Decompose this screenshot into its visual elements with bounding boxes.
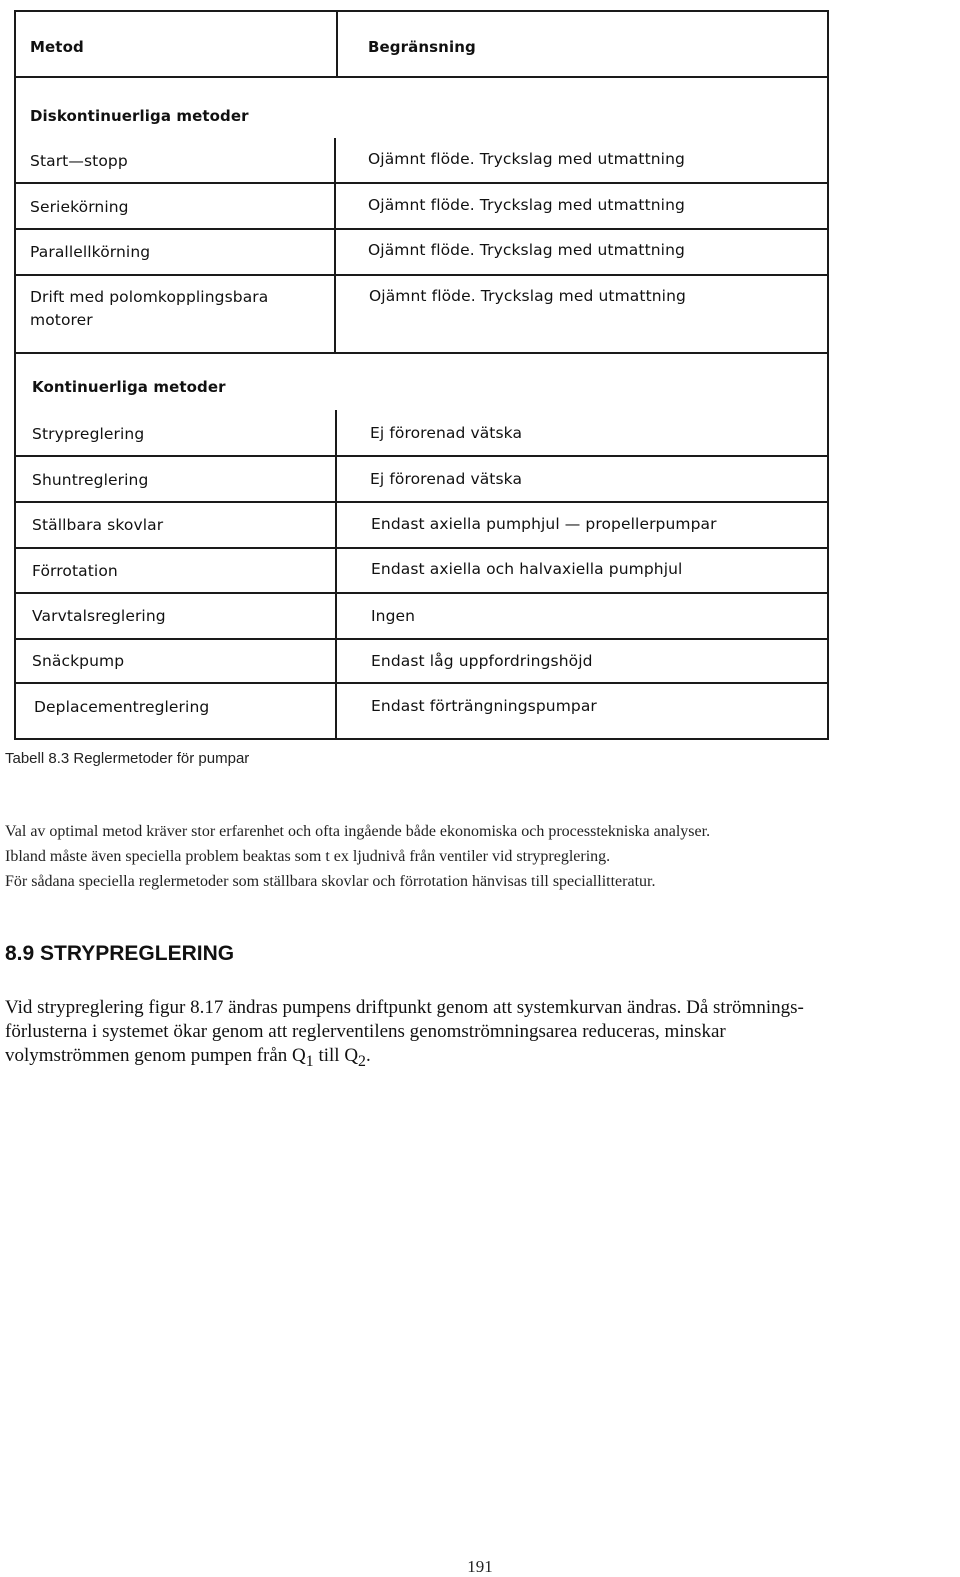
column-divider: [336, 10, 338, 78]
table-caption: Tabell 8.3 Reglermetoder för pumpar: [5, 750, 250, 767]
table-cell-method: Snäckpump: [32, 652, 125, 670]
table-cell-method: Varvtalsreglering: [32, 607, 166, 625]
table-cell-limitation: Ojämnt flöde. Tryckslag med utmattning: [368, 241, 685, 259]
table-cell-method: Förrotation: [32, 562, 118, 580]
row-rule: [14, 547, 829, 549]
section-title-discontinuous: Diskontinuerliga metoder: [30, 107, 249, 125]
table-cell-method: Seriekörning: [30, 198, 129, 216]
table-cell-limitation: Endast låg uppfordringshöjd: [371, 652, 593, 670]
row-rule: [14, 274, 829, 276]
table-cell-method: Deplacementreglering: [34, 698, 210, 716]
table-cell-method: Ställbara skovlar: [32, 516, 164, 534]
body-paragraph: [5, 819, 955, 894]
table-cell-limitation: Ej förorenad vätska: [370, 470, 523, 488]
subscript: 2: [358, 1052, 366, 1070]
paragraph-line: förlusterna i systemet ökar genom att reglerventilens genomströmningsarea reduceras, minskar: [5, 1021, 726, 1042]
page-number: 191: [467, 1557, 493, 1576]
row-rule: [14, 682, 829, 684]
paragraph-line: För sådana speciella reglermetoder som ställbara skovlar och förrotation hänvisas till speciallitteratur.: [5, 873, 656, 890]
table-cell-method: Shuntreglering: [32, 471, 149, 489]
column-header-limitation: Begränsning: [368, 38, 476, 56]
header-rule: [14, 76, 829, 78]
column-divider: [335, 410, 337, 740]
paragraph-text: .: [365, 1045, 371, 1066]
table-cell-limitation: Endast axiella pumphjul — propellerpumpar: [371, 515, 717, 533]
paragraph-line: Vid strypreglering figur 8.17 ändras pumpens driftpunkt genom att systemkurvan ändras. Då strömnings-: [5, 997, 804, 1018]
table-cell-method: Drift med polomkopplingsbara motorer: [30, 288, 269, 329]
table-cell-method: Start—stopp: [30, 152, 128, 170]
paragraph-line: Ibland måste även speciella problem beaktas som t ex ljudnivå från ventiler vid strypreglering.: [5, 848, 611, 865]
section-heading: 8.9 STRYPREGLERING: [5, 942, 235, 965]
table-border-left: [14, 10, 16, 740]
table-cell-limitation: Ojämnt flöde. Tryckslag med utmattning: [368, 150, 685, 168]
body-paragraph: [5, 996, 960, 1074]
table-border-bottom: [14, 738, 829, 740]
row-rule: [14, 455, 829, 457]
row-rule: [14, 638, 829, 640]
row-rule: [14, 592, 829, 594]
row-rule: [14, 182, 829, 184]
table-cell-method: Strypreglering: [32, 425, 145, 443]
table-border-top: [14, 10, 829, 12]
paragraph-line: [5, 1044, 960, 1074]
row-rule: [14, 228, 829, 230]
table-cell-limitation: Endast förträngningspumpar: [371, 697, 597, 715]
table-cell-limitation: Ingen: [371, 607, 416, 625]
table-cell-method: Parallellkörning: [30, 243, 151, 261]
table-border-right: [827, 10, 829, 740]
table-cell-limitation: Ojämnt flöde. Tryckslag med utmattning: [368, 196, 685, 214]
section-title-continuous: Kontinuerliga metoder: [32, 378, 226, 396]
section-rule: [14, 352, 829, 354]
subscript: 1: [305, 1052, 314, 1070]
table-cell-limitation: Endast axiella och halvaxiella pumphjul: [371, 560, 683, 578]
row-rule: [14, 501, 829, 503]
table-cell-limitation: Ej förorenad vätska: [370, 424, 523, 442]
table-cell-limitation: Ojämnt flöde. Tryckslag med utmattning: [369, 287, 686, 305]
methods-table: [14, 10, 829, 740]
paragraph-text: till Q: [313, 1045, 359, 1066]
column-divider: [334, 138, 336, 354]
column-header-method: Metod: [30, 38, 84, 56]
paragraph-text: volymströmmen genom pumpen från Q: [5, 1045, 306, 1066]
paragraph-line: Val av optimal metod kräver stor erfarenhet och ofta ingående både ekonomiska och processtekniska analyser.: [5, 823, 711, 840]
